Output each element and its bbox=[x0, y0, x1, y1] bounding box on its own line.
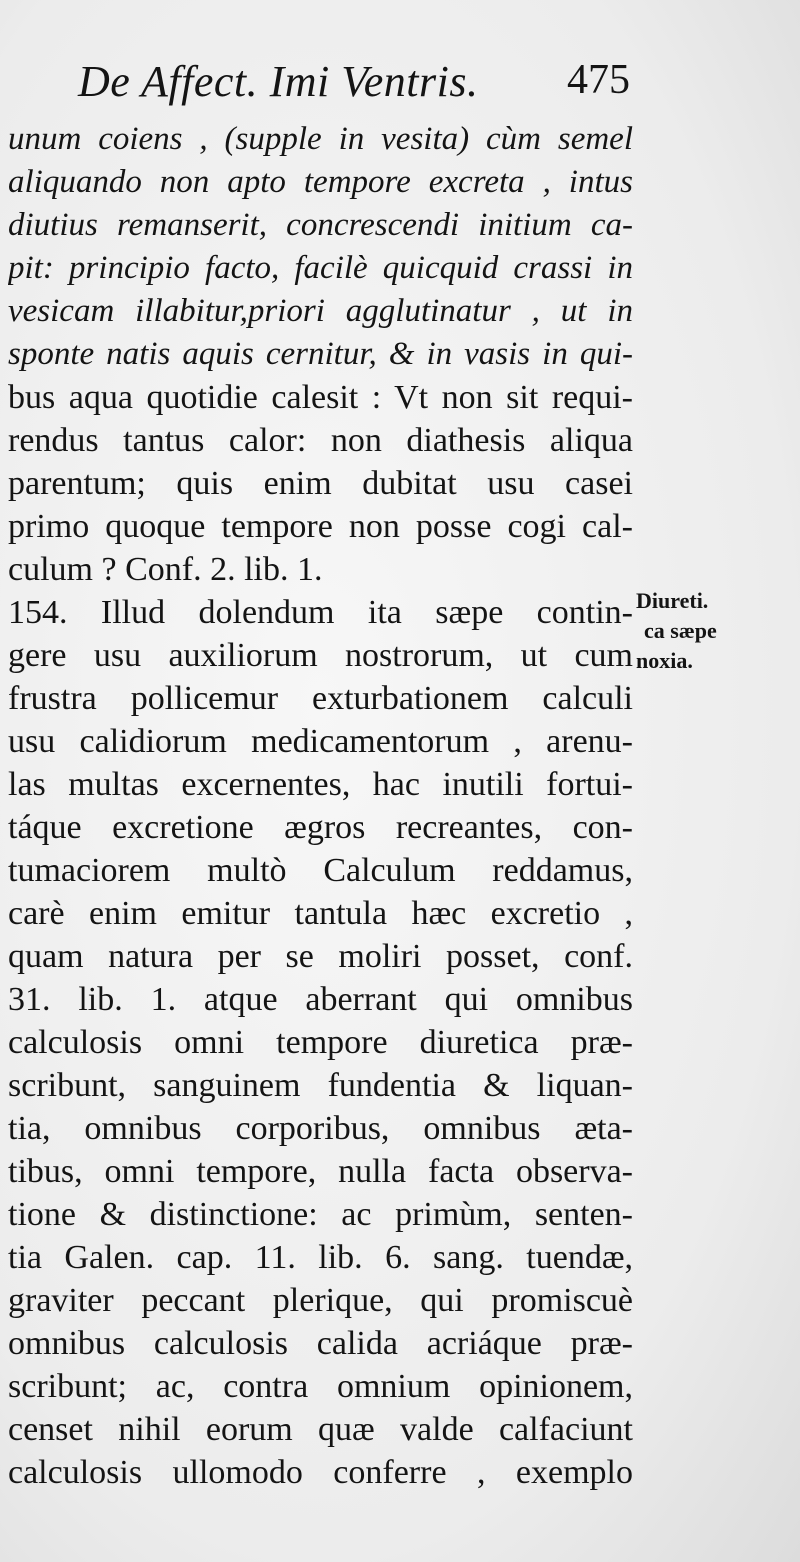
margin-note-line: ca sæpe bbox=[644, 618, 717, 643]
text-line: calculosis omni tempore diuretica præ- bbox=[8, 1024, 633, 1061]
text-line: quam natura per se moliri posset, conf. bbox=[8, 938, 633, 975]
text-line: tibus, omni tempore, nulla facta observa- bbox=[8, 1153, 633, 1190]
margin-note bbox=[636, 586, 766, 676]
text-line: sponte natis aquis cernitur, & in vasis in qui- bbox=[8, 336, 633, 372]
text-line: omnibus calculosis calida acriáque præ- bbox=[8, 1325, 633, 1362]
running-head: De Affect. Imi Ventris. bbox=[78, 57, 479, 106]
text-line: vesicam illabitur,priori agglutinatur , ut in bbox=[8, 293, 633, 329]
text-line: tumaciorem multò Calculum reddamus, bbox=[8, 852, 633, 889]
text-line: tione & distinctione: ac primùm, senten- bbox=[8, 1196, 633, 1233]
text-line: frustra pollicemur exturbationem calculi bbox=[8, 680, 633, 717]
page-header bbox=[70, 56, 630, 116]
text-line: carè enim emitur tantula hæc excretio , bbox=[8, 895, 633, 932]
text-line: graviter peccant plerique, qui promiscuè bbox=[8, 1282, 633, 1319]
margin-note-line: noxia. bbox=[636, 648, 693, 673]
text-line: 154. Illud dolendum ita sæpe contin- bbox=[8, 594, 633, 631]
text-line: unum coiens , (supple in vesita) cùm semel bbox=[8, 121, 633, 157]
text-line: gere usu auxiliorum nostrorum, ut cum bbox=[8, 637, 633, 674]
text-line: bus aqua quotidie calesit : Vt non sit requi- bbox=[8, 379, 633, 416]
text-line: tia, omnibus corporibus, omnibus æta- bbox=[8, 1110, 633, 1147]
text-line: scribunt; ac, contra omnium opinionem, bbox=[8, 1368, 633, 1405]
page-number: 475 bbox=[567, 57, 630, 103]
text-line: tia Galen. cap. 11. lib. 6. sang. tuendæ, bbox=[8, 1239, 633, 1276]
text-line: parentum; quis enim dubitat usu casei bbox=[8, 465, 633, 502]
text-line: las multas excernentes, hac inutili fortui- bbox=[8, 766, 633, 803]
text-line: culum ? Conf. 2. lib. 1. bbox=[8, 551, 323, 588]
body-text bbox=[8, 118, 633, 1494]
text-line: scribunt, sanguinem fundentia & liquan- bbox=[8, 1067, 633, 1104]
text-line: primo quoque tempore non posse cogi cal- bbox=[8, 508, 633, 545]
text-line: censet nihil eorum quæ valde calfaciunt bbox=[8, 1411, 633, 1448]
margin-note-line: Diureti. bbox=[636, 588, 709, 613]
text-line: usu calidiorum medicamentorum , arenu- bbox=[8, 723, 633, 760]
text-line: táque excretione ægros recreantes, con- bbox=[8, 809, 633, 846]
text-line: rendus tantus calor: non diathesis aliqua bbox=[8, 422, 633, 459]
text-line: aliquando non apto tempore excreta , intus bbox=[8, 164, 633, 200]
text-line: 31. lib. 1. atque aberrant qui omnibus bbox=[8, 981, 633, 1018]
text-line: pit: principio facto, facilè quicquid crassi in bbox=[8, 250, 633, 286]
text-line: calculosis ullomodo conferre , exemplo bbox=[8, 1454, 633, 1491]
text-line: diutius remanserit, concrescendi initium ca- bbox=[8, 207, 633, 243]
